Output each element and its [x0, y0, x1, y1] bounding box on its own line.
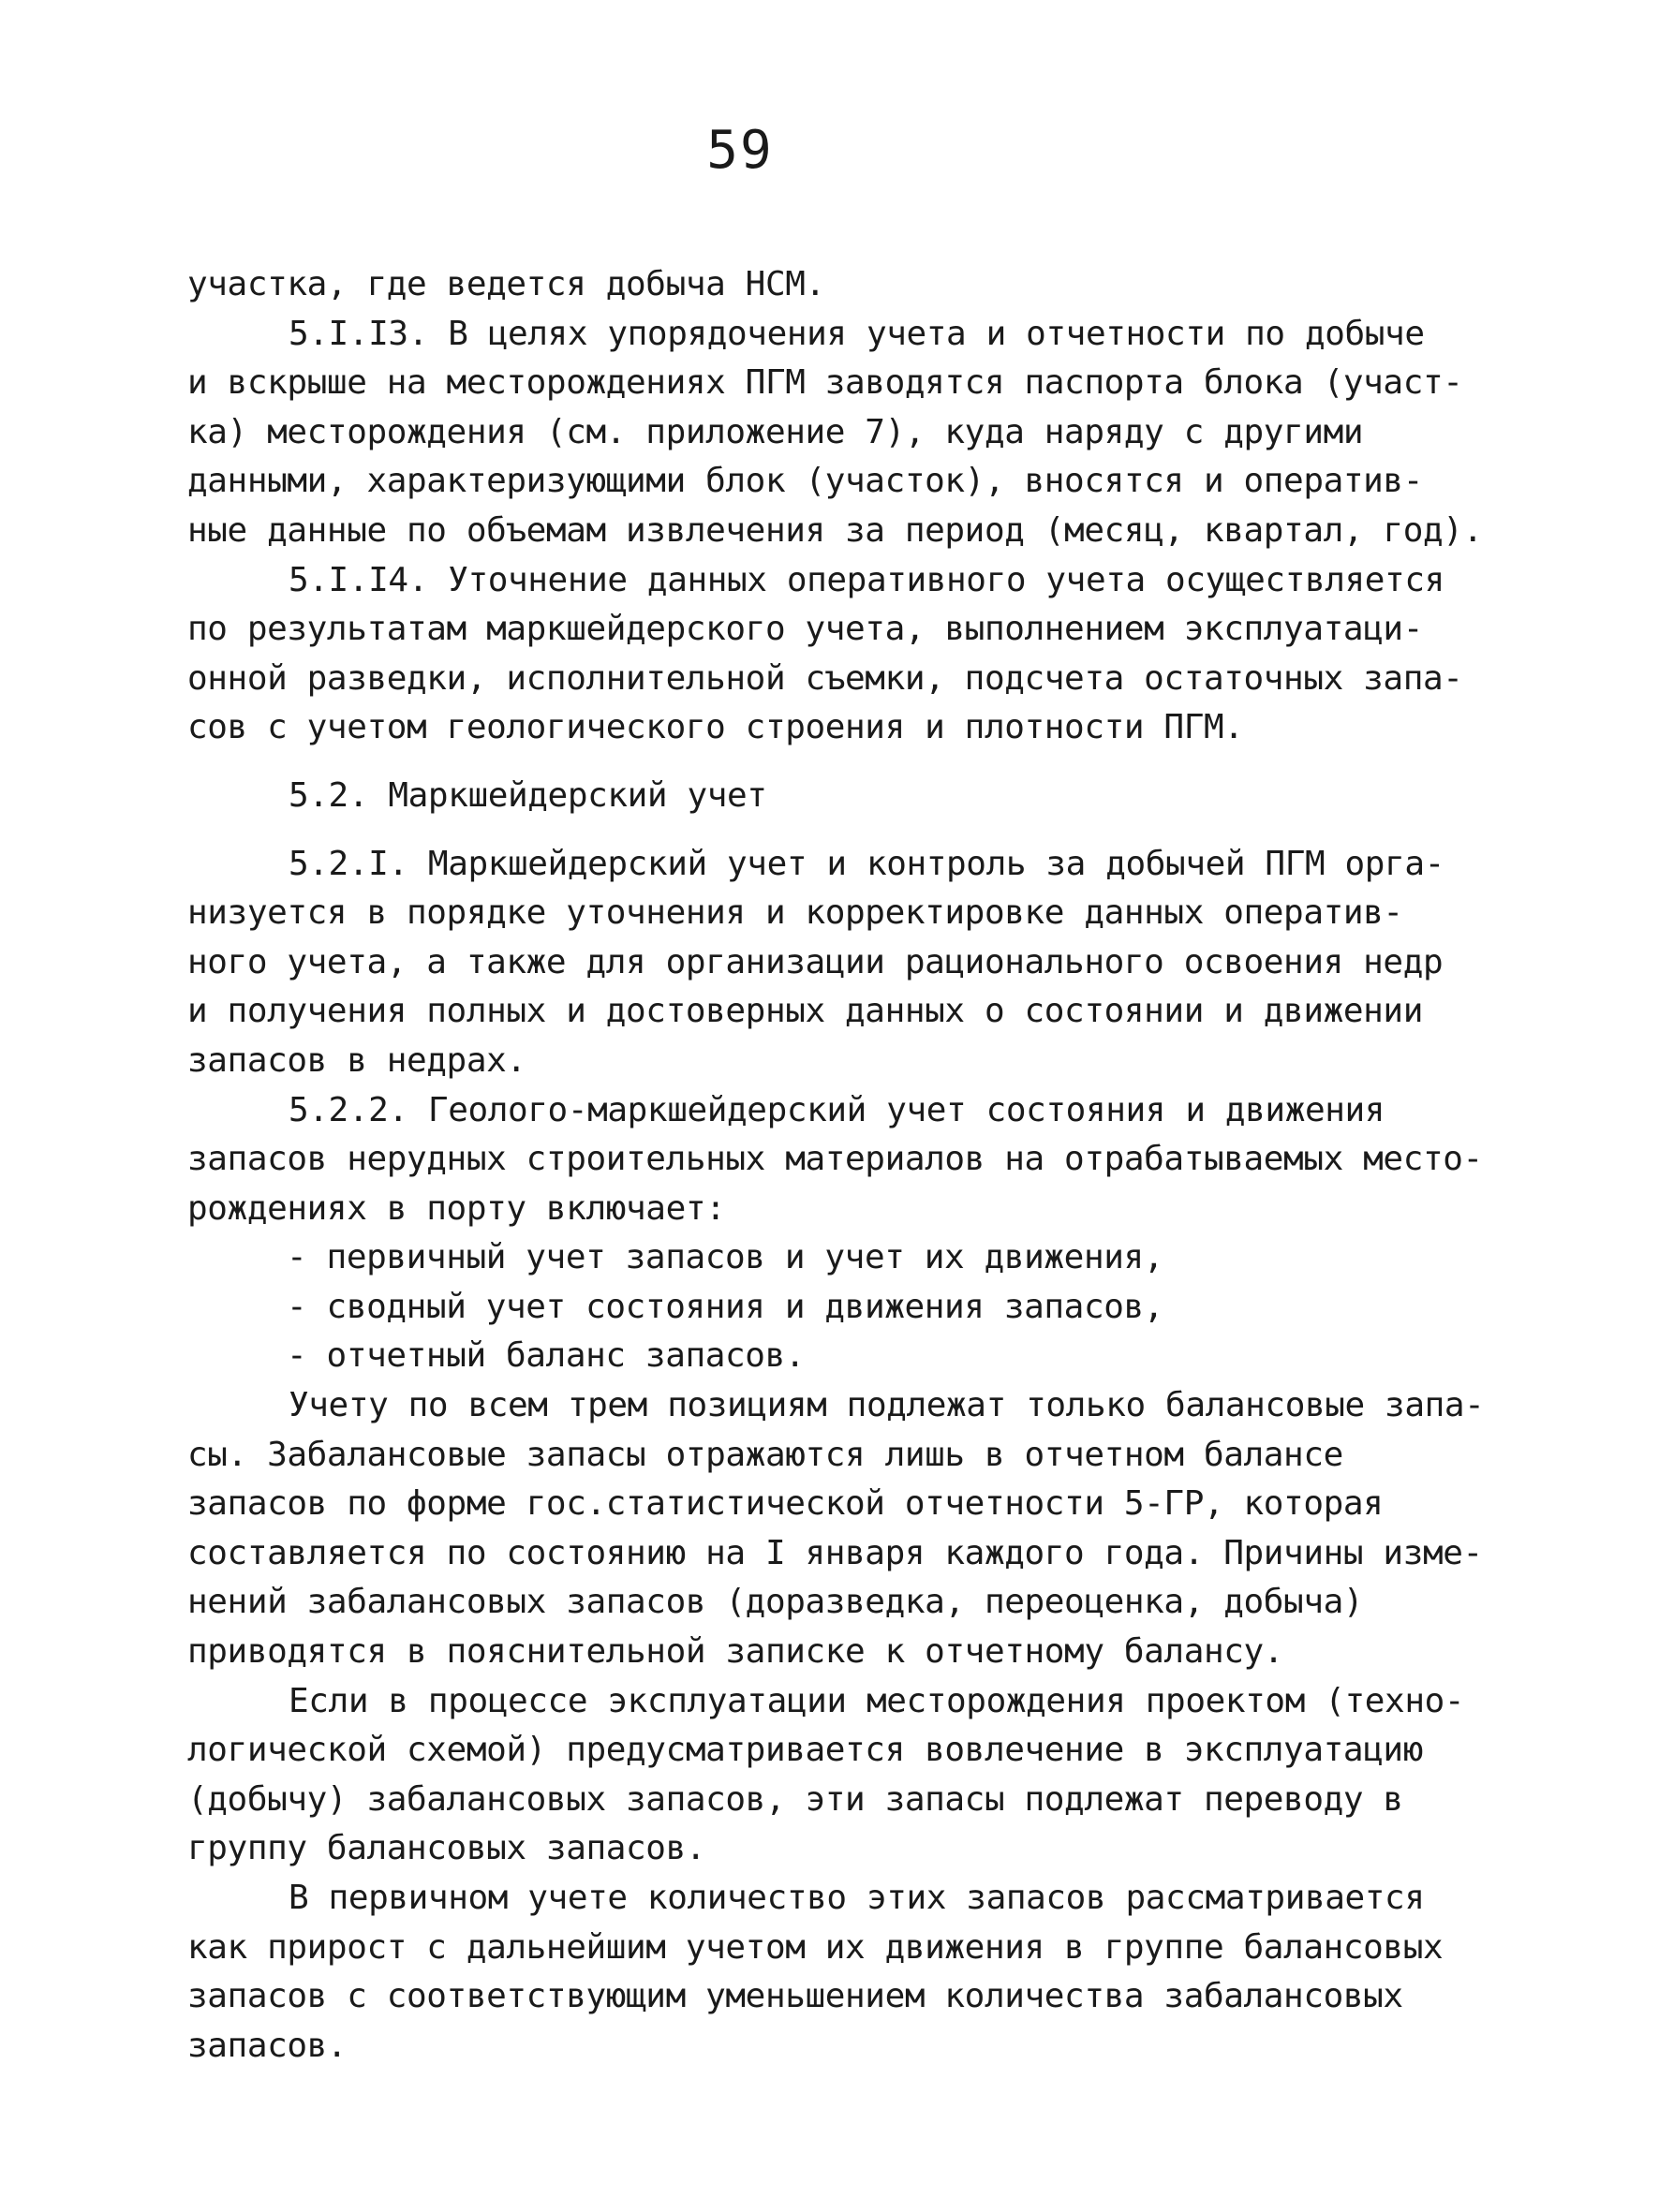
text-line: группу балансовых запасов. — [187, 1829, 706, 1868]
text-line: низуется в порядке уточнения и корректировке данных оператив- — [187, 893, 1403, 933]
text-line: запасов с соответствующим уменьшением количества забалансовых — [187, 1977, 1403, 2016]
text-line: ные данные по объемам извлечения за период (месяц, квартал, год). — [187, 510, 1483, 550]
paragraph-5-2-2: 5.2.2. Геолого-маркшейдерский учет состояния и движения — [289, 1090, 1385, 1129]
text-line: сов с учетом геологического строения и плотности ПГМ. — [187, 708, 1244, 747]
text-line: сы. Забалансовые запасы отражаются лишь в отчетном балансе — [187, 1435, 1343, 1474]
paragraph-5-1-14: 5.I.I4. Уточнение данных оперативного учета осуществляется — [289, 560, 1444, 599]
paragraph-5-1-13: 5.I.I3. В целях упорядочения учета и отчетности по добыче — [289, 314, 1425, 353]
text-line: ного учета, а также для организации рационального освоения недр — [187, 942, 1444, 981]
paragraph-exploitation: Если в процессе эксплуатации месторождения проектом (техно- — [289, 1681, 1465, 1720]
text-line: как прирост с дальнейшим учетом их движения в группе балансовых — [187, 1927, 1444, 1967]
text-line: участка, где ведется добыча НСМ. — [187, 265, 825, 303]
text-line: (добычу) забалансовых запасов, эти запасы подлежат переводу в — [187, 1779, 1403, 1819]
text-line: нений забалансовых запасов (доразведка, переоценка, добыча) — [187, 1583, 1364, 1622]
paragraph-balance: Учету по всем трем позициям подлежат только балансовые запа- — [289, 1386, 1485, 1425]
text-line: по результатам маркшейдерского учета, выполнением эксплуатаци- — [187, 610, 1423, 649]
text-line: данными, характеризующими блок (участок), вносятся и оператив- — [187, 462, 1423, 501]
paragraph-5-2-1: 5.2.I. Маркшейдерский учет и контроль за добычей ПГМ орга- — [289, 844, 1444, 883]
text-line: рождениях в порту включает: — [187, 1188, 726, 1228]
text-line: запасов. — [187, 2026, 348, 2065]
paragraph-primary-accounting: В первичном учете количество этих запасов рассматривается — [289, 1879, 1425, 1917]
text-line: запасов по форме гос.статистической отчетности 5-ГР, которая — [187, 1484, 1384, 1524]
text-line: запасов в недрах. — [187, 1040, 526, 1080]
text-line: запасов нерудных строительных материалов на отрабатываемых место- — [187, 1140, 1483, 1179]
list-item: - сводный учет состояния и движения запасов, — [287, 1287, 1164, 1326]
text-line: и получения полных и достоверных данных о состоянии и движении — [187, 992, 1423, 1031]
text-line: онной разведки, исполнительной съемки, подсчета остаточных запа- — [187, 658, 1463, 698]
text-line: приводятся в пояснительной записке к отчетному балансу. — [187, 1632, 1284, 1672]
document-body — [187, 260, 1518, 2071]
text-line: составляется по состоянию на I января каждого года. Причины изме- — [187, 1533, 1483, 1572]
list-item: - первичный учет запасов и учет их движения, — [287, 1238, 1164, 1277]
page-number: 59 — [706, 120, 774, 181]
text-line: логической схемой) предусматривается вовлечение в эксплуатацию — [187, 1731, 1423, 1770]
text-line: ка) месторождения (см. приложение 7), куда наряду с другими — [187, 412, 1364, 451]
list-item: - отчетный баланс запасов. — [287, 1336, 806, 1376]
section-heading-5-2: 5.2. Маркшейдерский учет — [289, 775, 767, 815]
text-line: и вскрыше на месторождениях ПГМ заводятся паспорта блока (участ- — [187, 363, 1463, 403]
